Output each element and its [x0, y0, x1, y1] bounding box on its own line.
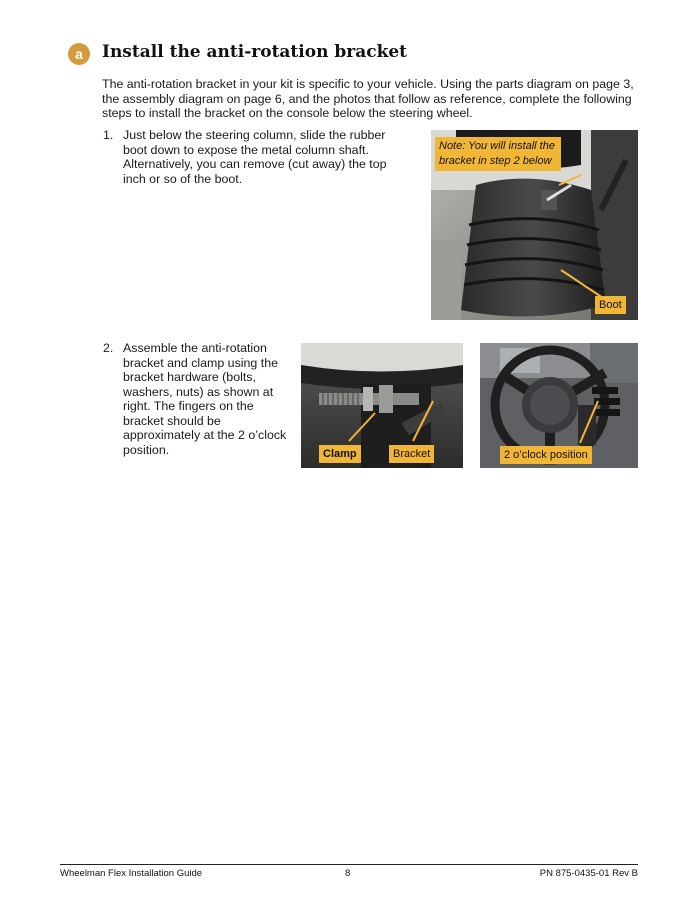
clock-position-label: 2 o’clock position: [500, 446, 592, 464]
step-2-number: 2.: [103, 341, 114, 355]
boot-note-callout: Note: You will install the bracket in step 2 below: [435, 137, 561, 171]
clock-photo: [480, 343, 638, 468]
bracket-label: Bracket: [389, 445, 434, 463]
boot-label: Boot: [595, 296, 626, 314]
step-1-number: 1.: [103, 128, 114, 142]
footer-guide-title: Wheelman Flex Installation Guide: [60, 868, 203, 879]
clamp-photo: [301, 343, 463, 468]
section-title: Install the anti-rotation bracket: [102, 42, 408, 62]
clamp-label: Clamp: [319, 445, 361, 463]
intro-paragraph: The anti-rotation bracket in your kit is specific to your vehicle. Using the parts diagram on page 3, the assembly diagram on page 6, and the photos that follow as reference, complete the following steps to install the bracket on the console below the steering wheel.: [102, 77, 634, 120]
boot-photo: [431, 130, 638, 320]
footer-part-number: PN 875-0435-01 Rev B: [539, 868, 638, 879]
step-1-text: Just below the steering column, slide the rubber boot down to expose the metal column shaft. Alternatively, you can remove (cut away) the top inch or so of the boot.: [123, 128, 387, 186]
section-badge: a: [68, 43, 90, 65]
footer-divider: [60, 864, 638, 865]
footer-page-number: 8: [345, 868, 351, 879]
step-2-text: Assemble the anti-rotation bracket and clamp using the bracket hardware (bolts, washers, nuts) as shown at right. The fingers on the bracket should be approximately at the 2 o’clock position.: [123, 341, 287, 457]
